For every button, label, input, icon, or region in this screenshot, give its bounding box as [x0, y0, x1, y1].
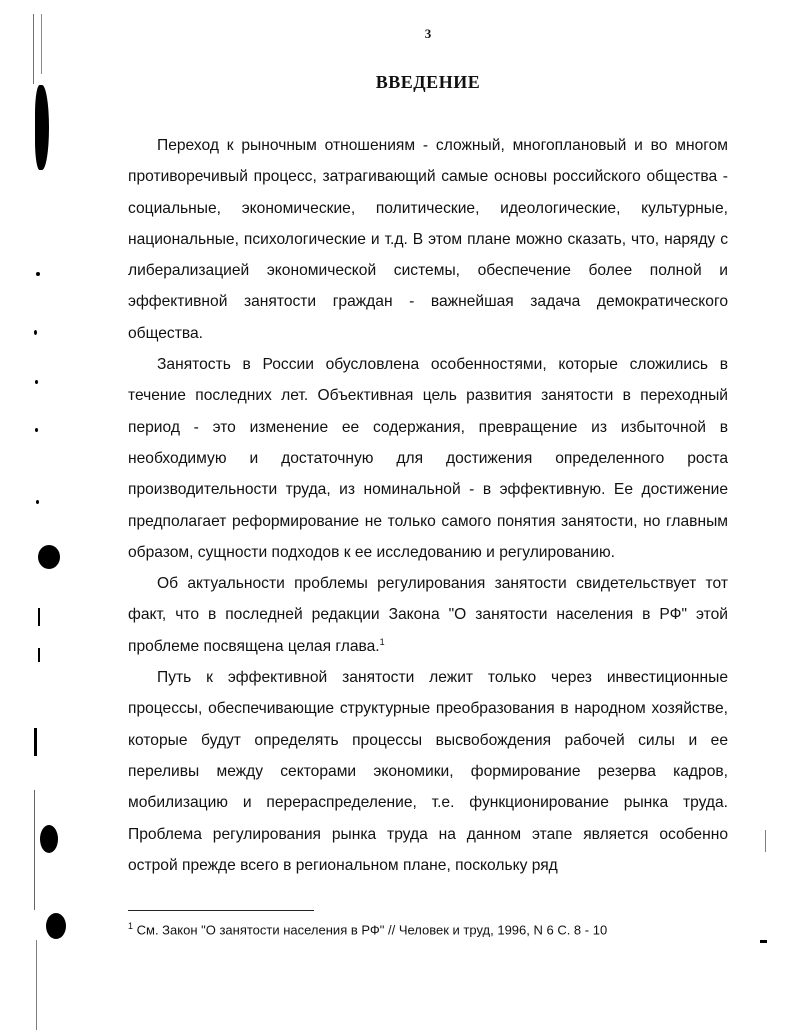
- paragraph-1: [128, 130, 728, 349]
- paragraph-4: [128, 662, 728, 881]
- footnote-reference: 1: [379, 636, 385, 647]
- punch-hole: [40, 825, 58, 853]
- binding-line: [38, 648, 40, 662]
- binding-dot: [36, 272, 40, 276]
- binding-line: [33, 14, 34, 84]
- body-text: [128, 130, 728, 881]
- binding-dot: [35, 380, 38, 384]
- binding-line: [41, 14, 42, 74]
- page-number: 3: [424, 26, 432, 41]
- binding-dot: [35, 428, 38, 432]
- paragraph-4-text: Путь к эффективной занятости лежит только через инвестиционные процессы, обеспечивающие структурные преобразования в народном хозяйстве, которые будут определять процессы высвобождения рабочей силы и ее переливы между секторами экономики, формирование резерва кадров, мобилизацию и перераспределение, т.е. функционирование рынка труда. Проблема регулирования рынка труда на данном этапе является особенно острой прежде всего в региональном плане, поскольку ряд: [128, 669, 728, 874]
- margin-mark: [765, 830, 766, 852]
- paragraph-3: [128, 568, 728, 662]
- footnote-divider: [128, 910, 314, 911]
- binding-line: [34, 790, 35, 910]
- margin-mark: [760, 940, 767, 943]
- footnote-marker: 1: [128, 921, 134, 931]
- binding-dot: [34, 330, 37, 335]
- binding-dot: [36, 500, 39, 504]
- footnote: [128, 917, 748, 939]
- binding-blot: [35, 85, 49, 170]
- page-title: ВВЕДЕНИЕ: [375, 72, 481, 92]
- paragraph-3-text: Об актуальности проблемы регулирования занятости свидетельствует тот факт, что в последней редакции Закона "О занятости населения в РФ" этой проблеме посвящена целая глава.: [128, 575, 728, 655]
- binding-line: [36, 940, 37, 1030]
- paragraph-2-text: Занятость в России обусловлена особенностями, которые сложились в течение последних лет. Объективная цель развития занятости в переходный период - это изменение ее содержания, превращение из избыточной в необходимую и достаточную для достижения определенного роста производительности труда, из номинальной - в эффективную. Ее достижение предполагает реформирование не только самого понятия занятости, но главным образом, сущности подходов к ее исследованию и регулированию.: [128, 356, 728, 561]
- binding-line: [34, 728, 37, 756]
- punch-hole: [46, 913, 66, 939]
- binding-line: [38, 608, 40, 626]
- paragraph-1-text: Переход к рыночным отношениям - сложный, многоплановый и во многом противоречивый процесс, затрагивающий самые основы российского общества - социальные, экономические, политические, идеологические, культурные, национальные, психологические и т.д. В этом плане можно сказать, что, наряду с либерализацией экономической системы, обеспечение более полной и эффективной занятости граждан - важнейшая задача демократического общества.: [128, 137, 728, 342]
- paragraph-2: [128, 349, 728, 568]
- punch-hole: [38, 545, 60, 569]
- footnote-text: См. Закон "О занятости населения в РФ" // Человек и труд, 1996, N 6 С. 8 - 10: [133, 922, 608, 938]
